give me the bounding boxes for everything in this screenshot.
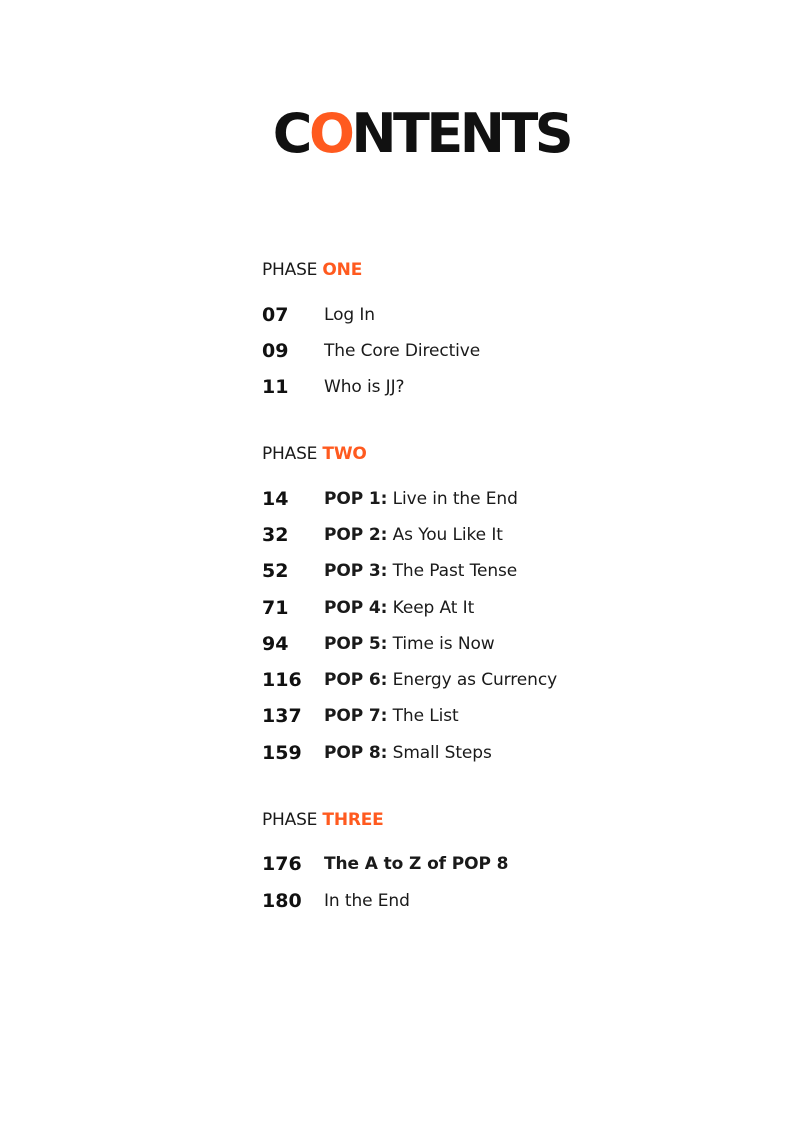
- page-number: 137: [262, 705, 302, 727]
- phase-heading-two: [262, 444, 367, 464]
- phase-number: THREE: [322, 810, 384, 830]
- entry-title-text: Small Steps: [392, 743, 492, 763]
- toc-entry[interactable]: [262, 704, 742, 728]
- entry-prefix: POP 4:: [324, 598, 388, 618]
- entry-title-text: The List: [392, 706, 459, 726]
- phase-heading-one: [262, 260, 362, 280]
- page-number: 159: [262, 742, 302, 764]
- title-accent-letter: O: [308, 102, 352, 165]
- toc-entry[interactable]: [262, 523, 742, 547]
- toc-entry[interactable]: [262, 632, 742, 656]
- entry-title-text: Keep At It: [392, 598, 475, 618]
- entry-title: In the End: [324, 891, 410, 911]
- toc-entry[interactable]: [262, 852, 742, 876]
- page-number: 09: [262, 340, 289, 362]
- title-part-2: NTENTS: [351, 102, 571, 165]
- entry-prefix: POP 5:: [324, 634, 388, 654]
- phase-heading-three: [262, 810, 384, 830]
- page-number: 32: [262, 524, 289, 546]
- entry-title-text: Energy as Currency: [392, 670, 558, 690]
- phase-number: ONE: [322, 260, 363, 280]
- entry-title: [324, 632, 495, 656]
- entry-title: [324, 741, 492, 765]
- phase-word: PHASE: [262, 444, 318, 464]
- page-number: 52: [262, 560, 289, 582]
- page-number: 94: [262, 633, 289, 655]
- entry-title: [324, 523, 503, 547]
- toc-entry[interactable]: [262, 596, 742, 620]
- entry-title: [324, 559, 517, 583]
- entry-prefix: POP 2:: [324, 525, 388, 545]
- page-title: [0, 104, 800, 164]
- entry-title: The Core Directive: [324, 341, 481, 361]
- entry-prefix: POP 3:: [324, 561, 388, 581]
- toc-entry[interactable]: [262, 559, 742, 583]
- entry-title-text: Live in the End: [392, 489, 518, 509]
- page-number: 180: [262, 890, 302, 912]
- toc-entry[interactable]: [262, 375, 742, 399]
- entry-prefix: POP 1:: [324, 489, 388, 509]
- page-number: 14: [262, 488, 289, 510]
- toc-entry[interactable]: [262, 303, 742, 327]
- phase-word: PHASE: [262, 260, 318, 280]
- entry-title: Who is JJ?: [324, 377, 405, 397]
- entry-title-text: As You Like It: [392, 525, 503, 545]
- page-number: 71: [262, 597, 289, 619]
- entry-title: The A to Z of POP 8: [324, 854, 509, 874]
- toc-entry[interactable]: [262, 889, 742, 913]
- page-number: 116: [262, 669, 302, 691]
- entry-title-text: The Past Tense: [392, 561, 518, 581]
- page-number: 176: [262, 853, 302, 875]
- page-number: 07: [262, 304, 289, 326]
- toc-entry[interactable]: [262, 487, 742, 511]
- toc-entry[interactable]: [262, 339, 742, 363]
- entry-title: [324, 487, 518, 511]
- entry-prefix: POP 8:: [324, 743, 388, 763]
- entry-title: [324, 596, 474, 620]
- entry-prefix: POP 6:: [324, 670, 388, 690]
- entry-title-text: Time is Now: [392, 634, 495, 654]
- title-part-1: C: [272, 102, 309, 165]
- phase-number: TWO: [322, 444, 367, 464]
- entry-prefix: POP 7:: [324, 706, 388, 726]
- page-number: 11: [262, 376, 289, 398]
- toc-entry[interactable]: [262, 668, 742, 692]
- phase-word: PHASE: [262, 810, 318, 830]
- toc-entry[interactable]: [262, 741, 742, 765]
- entry-title: [324, 704, 459, 728]
- entry-title: [324, 668, 557, 692]
- entry-title: Log In: [324, 305, 375, 325]
